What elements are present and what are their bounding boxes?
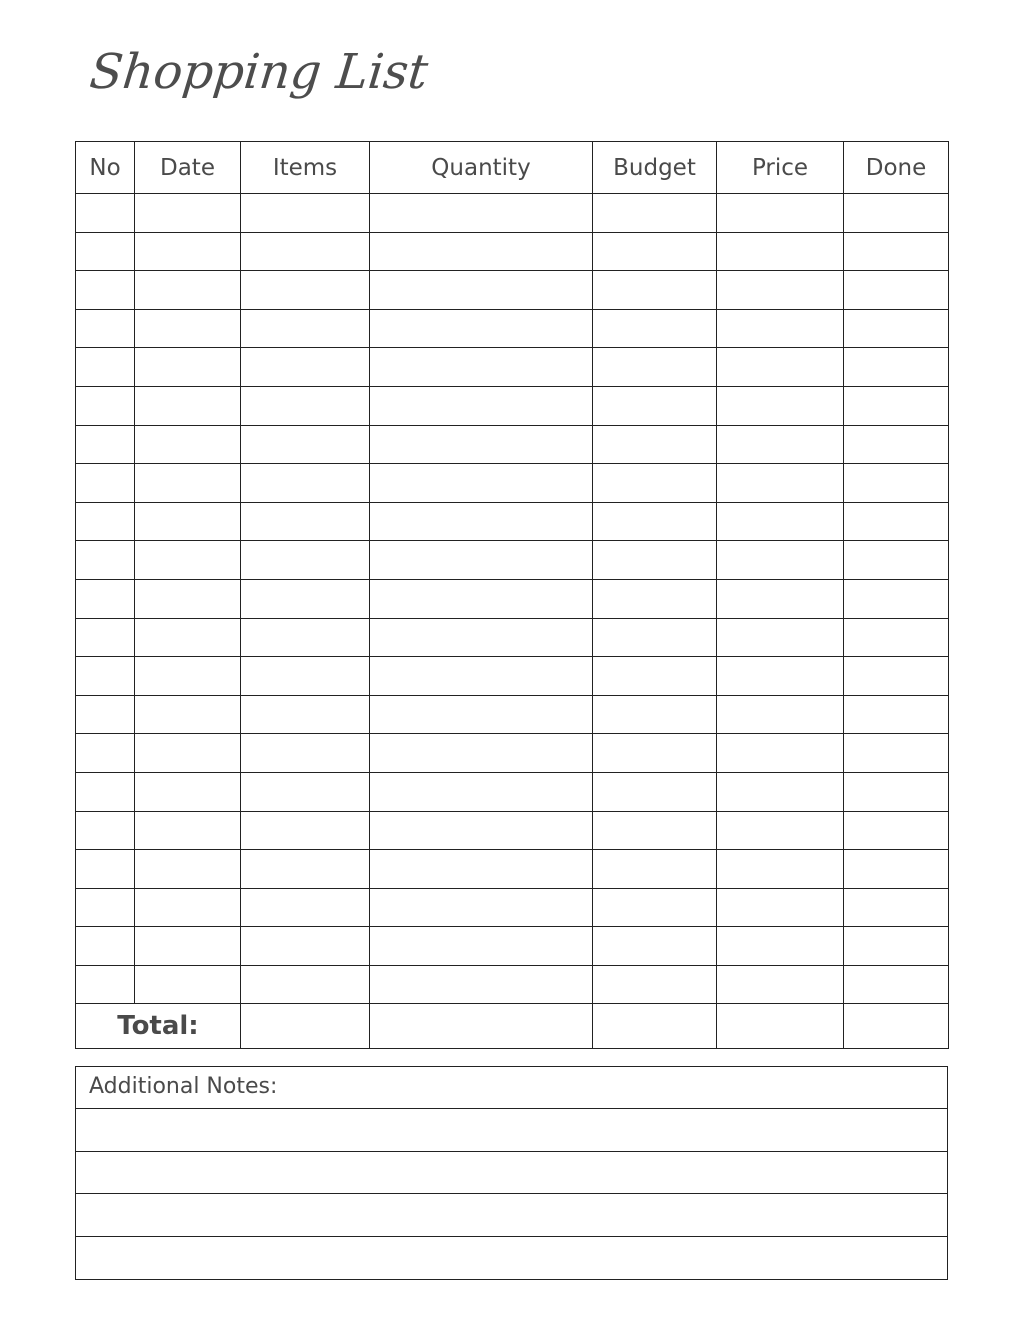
table-row: [76, 271, 949, 310]
no-cell[interactable]: [76, 232, 135, 271]
table-row: [76, 579, 949, 618]
shopping-list-table: [75, 141, 949, 1049]
budget-cell[interactable]: [593, 772, 717, 811]
quantity-cell[interactable]: [370, 965, 593, 1004]
date-cell[interactable]: [135, 425, 241, 464]
done-cell[interactable]: [844, 695, 949, 734]
budget-cell[interactable]: [593, 734, 717, 773]
budget-cell[interactable]: [593, 309, 717, 348]
price-cell[interactable]: [717, 271, 844, 310]
no-cell[interactable]: [76, 618, 135, 657]
budget-cell[interactable]: [593, 232, 717, 271]
total-budget-cell[interactable]: [593, 1004, 717, 1049]
done-cell[interactable]: [844, 464, 949, 503]
no-cell[interactable]: [76, 657, 135, 696]
no-cell[interactable]: [76, 927, 135, 966]
quantity-cell[interactable]: [370, 618, 593, 657]
done-cell[interactable]: [844, 850, 949, 889]
items-cell[interactable]: [241, 348, 370, 387]
column-header-price: Price: [717, 142, 844, 194]
no-cell[interactable]: [76, 425, 135, 464]
no-cell[interactable]: [76, 579, 135, 618]
total-done-cell[interactable]: [844, 1004, 949, 1049]
items-cell[interactable]: [241, 772, 370, 811]
date-cell[interactable]: [135, 850, 241, 889]
budget-cell[interactable]: [593, 386, 717, 425]
table-row: [76, 695, 949, 734]
table-row: [76, 464, 949, 503]
date-cell[interactable]: [135, 232, 241, 271]
date-cell[interactable]: [135, 734, 241, 773]
no-cell[interactable]: [76, 271, 135, 310]
column-header-budget: Budget: [593, 142, 717, 194]
table-row: [76, 811, 949, 850]
quantity-cell[interactable]: [370, 888, 593, 927]
items-cell[interactable]: [241, 232, 370, 271]
done-cell[interactable]: [844, 232, 949, 271]
price-cell[interactable]: [717, 695, 844, 734]
items-cell[interactable]: [241, 618, 370, 657]
quantity-cell[interactable]: [370, 850, 593, 889]
table-row: [76, 657, 949, 696]
quantity-cell[interactable]: [370, 425, 593, 464]
quantity-cell[interactable]: [370, 309, 593, 348]
table-row: [76, 772, 949, 811]
no-cell[interactable]: [76, 348, 135, 387]
items-cell[interactable]: [241, 657, 370, 696]
table-row: [76, 850, 949, 889]
done-cell[interactable]: [844, 579, 949, 618]
table-row: [76, 425, 949, 464]
done-cell[interactable]: [844, 502, 949, 541]
price-cell[interactable]: [717, 888, 844, 927]
date-cell[interactable]: [135, 888, 241, 927]
quantity-cell[interactable]: [370, 811, 593, 850]
column-header-done: Done: [844, 142, 949, 194]
no-cell[interactable]: [76, 811, 135, 850]
quantity-cell[interactable]: [370, 232, 593, 271]
date-cell[interactable]: [135, 965, 241, 1004]
items-cell[interactable]: [241, 425, 370, 464]
items-cell[interactable]: [241, 927, 370, 966]
date-cell[interactable]: [135, 772, 241, 811]
budget-cell[interactable]: [593, 348, 717, 387]
budget-cell[interactable]: [593, 888, 717, 927]
no-cell[interactable]: [76, 386, 135, 425]
table-row: [76, 927, 949, 966]
done-cell[interactable]: [844, 348, 949, 387]
items-cell[interactable]: [241, 695, 370, 734]
price-cell[interactable]: [717, 734, 844, 773]
table-row: [76, 386, 949, 425]
price-cell[interactable]: [717, 657, 844, 696]
quantity-cell[interactable]: [370, 464, 593, 503]
quantity-cell[interactable]: [370, 579, 593, 618]
column-header-quantity: Quantity: [370, 142, 593, 194]
no-cell[interactable]: [76, 194, 135, 233]
notes-line[interactable]: [76, 1109, 947, 1152]
notes-line[interactable]: [76, 1237, 947, 1280]
date-cell[interactable]: [135, 348, 241, 387]
budget-cell[interactable]: [593, 927, 717, 966]
date-cell[interactable]: [135, 271, 241, 310]
table-row: [76, 965, 949, 1004]
no-cell[interactable]: [76, 541, 135, 580]
total-row: [76, 1004, 949, 1049]
date-cell[interactable]: [135, 695, 241, 734]
no-cell[interactable]: [76, 888, 135, 927]
done-cell[interactable]: [844, 927, 949, 966]
total-label: Total:: [76, 1004, 241, 1049]
budget-cell[interactable]: [593, 271, 717, 310]
done-cell[interactable]: [844, 194, 949, 233]
additional-notes-box: [75, 1066, 948, 1280]
date-cell[interactable]: [135, 541, 241, 580]
quantity-cell[interactable]: [370, 502, 593, 541]
budget-cell[interactable]: [593, 579, 717, 618]
table-row: [76, 618, 949, 657]
price-cell[interactable]: [717, 464, 844, 503]
price-cell[interactable]: [717, 386, 844, 425]
items-cell[interactable]: [241, 811, 370, 850]
price-cell[interactable]: [717, 348, 844, 387]
notes-line[interactable]: [76, 1194, 947, 1237]
done-cell[interactable]: [844, 541, 949, 580]
budget-cell[interactable]: [593, 541, 717, 580]
quantity-cell[interactable]: [370, 734, 593, 773]
table-header-row: [76, 142, 949, 194]
table-row: [76, 309, 949, 348]
items-cell[interactable]: [241, 386, 370, 425]
table-row: [76, 502, 949, 541]
price-cell[interactable]: [717, 579, 844, 618]
done-cell[interactable]: [844, 888, 949, 927]
date-cell[interactable]: [135, 927, 241, 966]
price-cell[interactable]: [717, 194, 844, 233]
total-quantity-cell[interactable]: [370, 1004, 593, 1049]
items-cell[interactable]: [241, 965, 370, 1004]
items-cell[interactable]: [241, 888, 370, 927]
date-cell[interactable]: [135, 579, 241, 618]
notes-line[interactable]: [76, 1152, 947, 1195]
budget-cell[interactable]: [593, 502, 717, 541]
price-cell[interactable]: [717, 811, 844, 850]
no-cell[interactable]: [76, 965, 135, 1004]
items-cell[interactable]: [241, 502, 370, 541]
done-cell[interactable]: [844, 734, 949, 773]
done-cell[interactable]: [844, 425, 949, 464]
column-header-no: No: [76, 142, 135, 194]
quantity-cell[interactable]: [370, 927, 593, 966]
date-cell[interactable]: [135, 194, 241, 233]
items-cell[interactable]: [241, 579, 370, 618]
price-cell[interactable]: [717, 425, 844, 464]
price-cell[interactable]: [717, 927, 844, 966]
done-cell[interactable]: [844, 309, 949, 348]
page-title: Shopping List: [87, 44, 431, 100]
table-row: [76, 734, 949, 773]
column-header-items: Items: [241, 142, 370, 194]
items-cell[interactable]: [241, 734, 370, 773]
items-cell[interactable]: [241, 541, 370, 580]
done-cell[interactable]: [844, 618, 949, 657]
price-cell[interactable]: [717, 850, 844, 889]
date-cell[interactable]: [135, 309, 241, 348]
quantity-cell[interactable]: [370, 541, 593, 580]
quantity-cell[interactable]: [370, 772, 593, 811]
budget-cell[interactable]: [593, 850, 717, 889]
no-cell[interactable]: [76, 772, 135, 811]
quantity-cell[interactable]: [370, 657, 593, 696]
no-cell[interactable]: [76, 850, 135, 889]
done-cell[interactable]: [844, 965, 949, 1004]
table-row: [76, 541, 949, 580]
budget-cell[interactable]: [593, 464, 717, 503]
budget-cell[interactable]: [593, 811, 717, 850]
date-cell[interactable]: [135, 464, 241, 503]
no-cell[interactable]: [76, 502, 135, 541]
done-cell[interactable]: [844, 386, 949, 425]
no-cell[interactable]: [76, 695, 135, 734]
quantity-cell[interactable]: [370, 386, 593, 425]
price-cell[interactable]: [717, 541, 844, 580]
no-cell[interactable]: [76, 309, 135, 348]
items-cell[interactable]: [241, 309, 370, 348]
items-cell[interactable]: [241, 271, 370, 310]
price-cell[interactable]: [717, 309, 844, 348]
notes-label: Additional Notes:: [76, 1067, 947, 1109]
price-cell[interactable]: [717, 772, 844, 811]
price-cell[interactable]: [717, 502, 844, 541]
quantity-cell[interactable]: [370, 271, 593, 310]
items-cell[interactable]: [241, 464, 370, 503]
done-cell[interactable]: [844, 657, 949, 696]
price-cell[interactable]: [717, 618, 844, 657]
date-cell[interactable]: [135, 386, 241, 425]
table-row: [76, 194, 949, 233]
total-price-cell[interactable]: [717, 1004, 844, 1049]
budget-cell[interactable]: [593, 425, 717, 464]
total-items-cell[interactable]: [241, 1004, 370, 1049]
table-row: [76, 348, 949, 387]
date-cell[interactable]: [135, 502, 241, 541]
column-header-date: Date: [135, 142, 241, 194]
date-cell[interactable]: [135, 657, 241, 696]
date-cell[interactable]: [135, 618, 241, 657]
budget-cell[interactable]: [593, 695, 717, 734]
budget-cell[interactable]: [593, 618, 717, 657]
done-cell[interactable]: [844, 271, 949, 310]
quantity-cell[interactable]: [370, 348, 593, 387]
items-cell[interactable]: [241, 850, 370, 889]
done-cell[interactable]: [844, 772, 949, 811]
done-cell[interactable]: [844, 811, 949, 850]
price-cell[interactable]: [717, 965, 844, 1004]
budget-cell[interactable]: [593, 965, 717, 1004]
budget-cell[interactable]: [593, 194, 717, 233]
table-row: [76, 232, 949, 271]
no-cell[interactable]: [76, 464, 135, 503]
date-cell[interactable]: [135, 811, 241, 850]
table-row: [76, 888, 949, 927]
no-cell[interactable]: [76, 734, 135, 773]
quantity-cell[interactable]: [370, 194, 593, 233]
items-cell[interactable]: [241, 194, 370, 233]
budget-cell[interactable]: [593, 657, 717, 696]
price-cell[interactable]: [717, 232, 844, 271]
quantity-cell[interactable]: [370, 695, 593, 734]
